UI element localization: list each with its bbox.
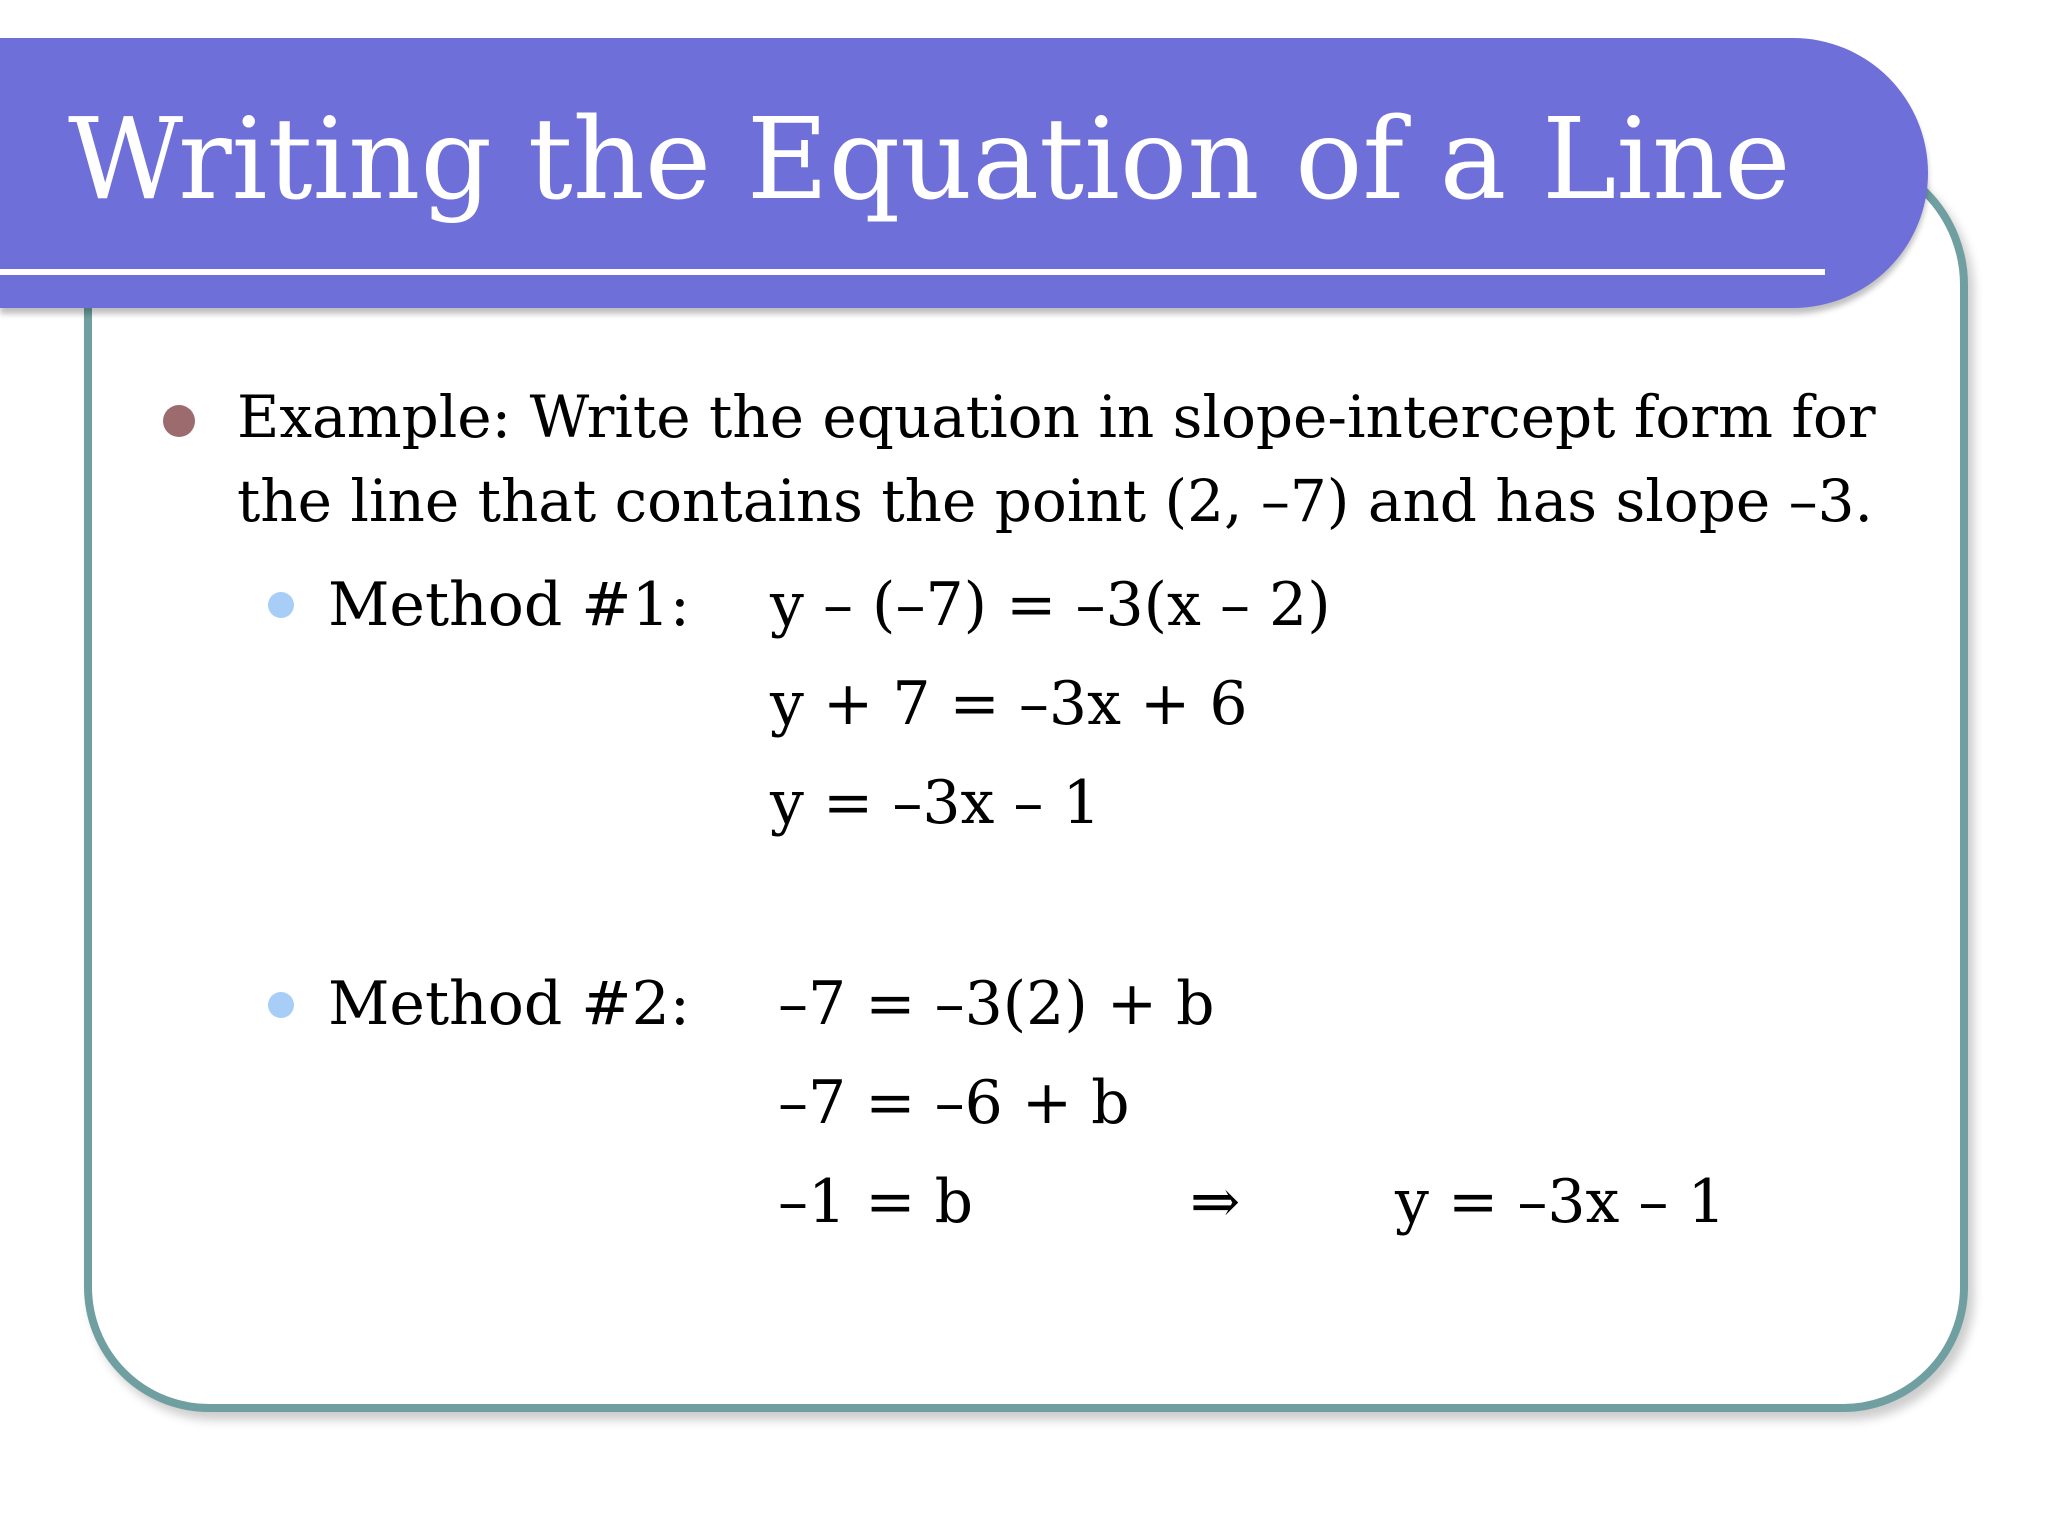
- method-2-step-2: –7 = –6 + b: [778, 1068, 1130, 1138]
- implies-arrow-icon: ⇒: [1190, 1167, 1241, 1237]
- sub-bullet-dot: [268, 592, 294, 618]
- method-2-step-1: –7 = –3(2) + b: [778, 969, 1215, 1039]
- method-1-label: Method #1:: [328, 570, 690, 640]
- sub-bullet-dot: [268, 992, 294, 1018]
- method-1-step-1: y – (–7) = –3(x – 2): [770, 570, 1331, 640]
- slide-title: Writing the Equation of a Line: [68, 95, 1791, 225]
- bullet-dot: [163, 405, 195, 437]
- example-line-2: the line that contains the point (2, –7) and has slope –3.: [237, 467, 1873, 535]
- method-2-result: y = –3x – 1: [1395, 1167, 1726, 1237]
- method-1-step-2: y + 7 = –3x + 6: [770, 669, 1248, 739]
- title-underline: [0, 269, 1825, 275]
- method-2-label: Method #2:: [328, 969, 690, 1039]
- example-line-1: Example: Write the equation in slope-intercept form for: [237, 383, 1876, 451]
- method-1-step-3: y = –3x – 1: [770, 768, 1101, 838]
- method-2-step-3: –1 = b: [778, 1167, 973, 1237]
- example-text: [237, 375, 1957, 543]
